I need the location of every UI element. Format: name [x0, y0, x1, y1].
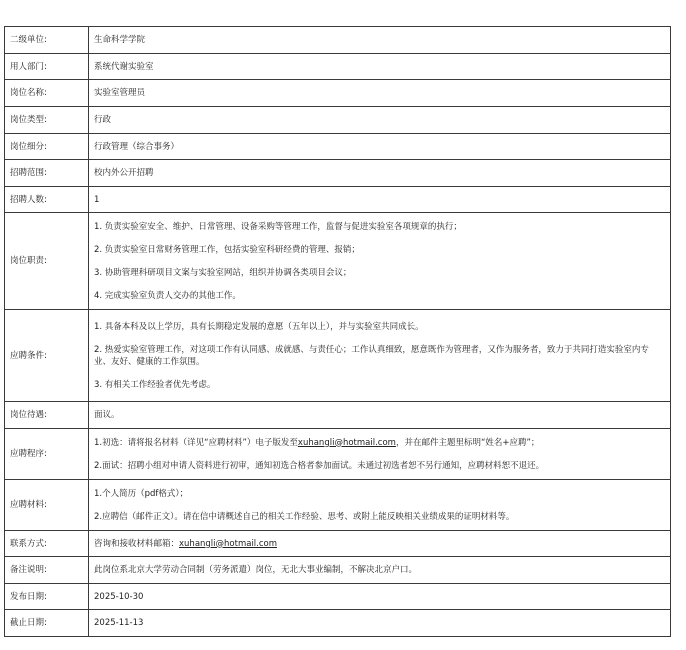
table-row: [5, 187, 671, 213]
row-label: 备注说明:: [5, 557, 89, 584]
row-value: 2025-10-30: [89, 584, 671, 610]
row-value: 生命科学学院: [89, 27, 671, 54]
row-label: 截止日期:: [5, 610, 89, 637]
row-value: [89, 310, 671, 402]
table-row: [5, 610, 671, 637]
table-row: [5, 27, 671, 54]
row-label: 发布日期:: [5, 584, 89, 610]
requirement-line: 2. 热爱实验室管理工作，对这项工作有认同感、成就感、与责任心；工作认真细致，愿意既作为管理者，又作为服务者，致力于共同打造实验室内专业、友好、健康的工作氛围。: [94, 344, 649, 367]
row-value: 面议。: [89, 402, 671, 429]
material-line: 2.应聘信（邮件正文）。请在信中请概述自己的相关工作经验、思考、或附上能反映相关业绩成果的证明材料等。: [94, 511, 515, 522]
row-value: [89, 429, 671, 480]
job-posting-table: [4, 26, 671, 637]
procedure-text: 1.初选：请将报名材料（详见“应聘材料”）电子版发至: [94, 437, 298, 448]
duty-line: 1. 负责实验室安全、维护、日常管理、设备采购等管理工作，监督与促进实验室各项规章的执行；: [94, 221, 462, 232]
row-label: 岗位细分:: [5, 134, 89, 160]
requirement-line: 1. 具备本科及以上学历，具有长期稳定发展的意愿（五年以上），并与实验室共同成长。: [94, 321, 424, 332]
row-label: 应聘材料:: [5, 480, 89, 531]
table-row: [5, 80, 671, 107]
row-value: 1: [89, 187, 671, 213]
table-row: [5, 480, 671, 531]
row-label: 岗位职责:: [5, 213, 89, 310]
procedure-text: ，并在邮件主题里标明“姓名+应聘”；: [395, 437, 540, 448]
row-value: [89, 213, 671, 310]
duty-line: 3. 协助管理科研项目文案与实验室网站，组织并协调各类项目会议；: [94, 267, 352, 278]
duty-line: 4. 完成实验室负责人交办的其他工作。: [94, 290, 241, 301]
table-row: [5, 584, 671, 610]
row-value: 校内外公开招聘: [89, 160, 671, 187]
row-label: 招聘人数:: [5, 187, 89, 213]
table-row: [5, 213, 671, 310]
table-row: [5, 107, 671, 134]
row-value: 此岗位系北京大学劳动合同制（劳务派遣）岗位，无北大事业编制，不解决北京户口。: [89, 557, 671, 584]
row-label: 二级单位:: [5, 27, 89, 54]
table-row: [5, 310, 671, 402]
duty-line: 2. 负责实验室日常财务管理工作，包括实验室科研经费的管理、报销；: [94, 244, 360, 255]
table-row: [5, 160, 671, 187]
procedure-line: [94, 437, 665, 449]
row-value: 系统代谢实验室: [89, 54, 671, 80]
table-row: [5, 134, 671, 160]
row-value: 2025-11-13: [89, 610, 671, 637]
row-label: 应聘程序:: [5, 429, 89, 480]
table-row: [5, 429, 671, 480]
row-value: [89, 531, 671, 557]
requirement-line: 3. 有相关工作经验者优先考虑。: [94, 379, 216, 390]
row-label: 联系方式:: [5, 531, 89, 557]
row-label: 岗位名称:: [5, 80, 89, 107]
procedure-line: 2.面试：招聘小组对申请人资料进行初审，通知初选合格者参加面试。未通过初选者恕不另行通知，应聘材料恕不退还。: [94, 460, 545, 471]
row-label: 岗位待遇:: [5, 402, 89, 429]
table-row: [5, 402, 671, 429]
material-line: 1.个人简历（pdf格式）；: [94, 488, 189, 499]
email-link[interactable]: xuhangli@hotmail.com: [297, 437, 396, 448]
table-row: [5, 54, 671, 80]
row-label: 岗位类型:: [5, 107, 89, 134]
row-label: 应聘条件:: [5, 310, 89, 402]
row-value: 实验室管理员: [89, 80, 671, 107]
row-value: 行政管理（综合事务）: [89, 134, 671, 160]
row-value: 行政: [89, 107, 671, 134]
table-row: [5, 531, 671, 557]
row-label: 用人部门:: [5, 54, 89, 80]
contact-prefix: 咨询和接收材料邮箱：: [94, 538, 180, 549]
table-row: [5, 557, 671, 584]
email-link[interactable]: xuhangli@hotmail.com: [179, 538, 278, 549]
row-value: [89, 480, 671, 531]
row-label: 招聘范围:: [5, 160, 89, 187]
